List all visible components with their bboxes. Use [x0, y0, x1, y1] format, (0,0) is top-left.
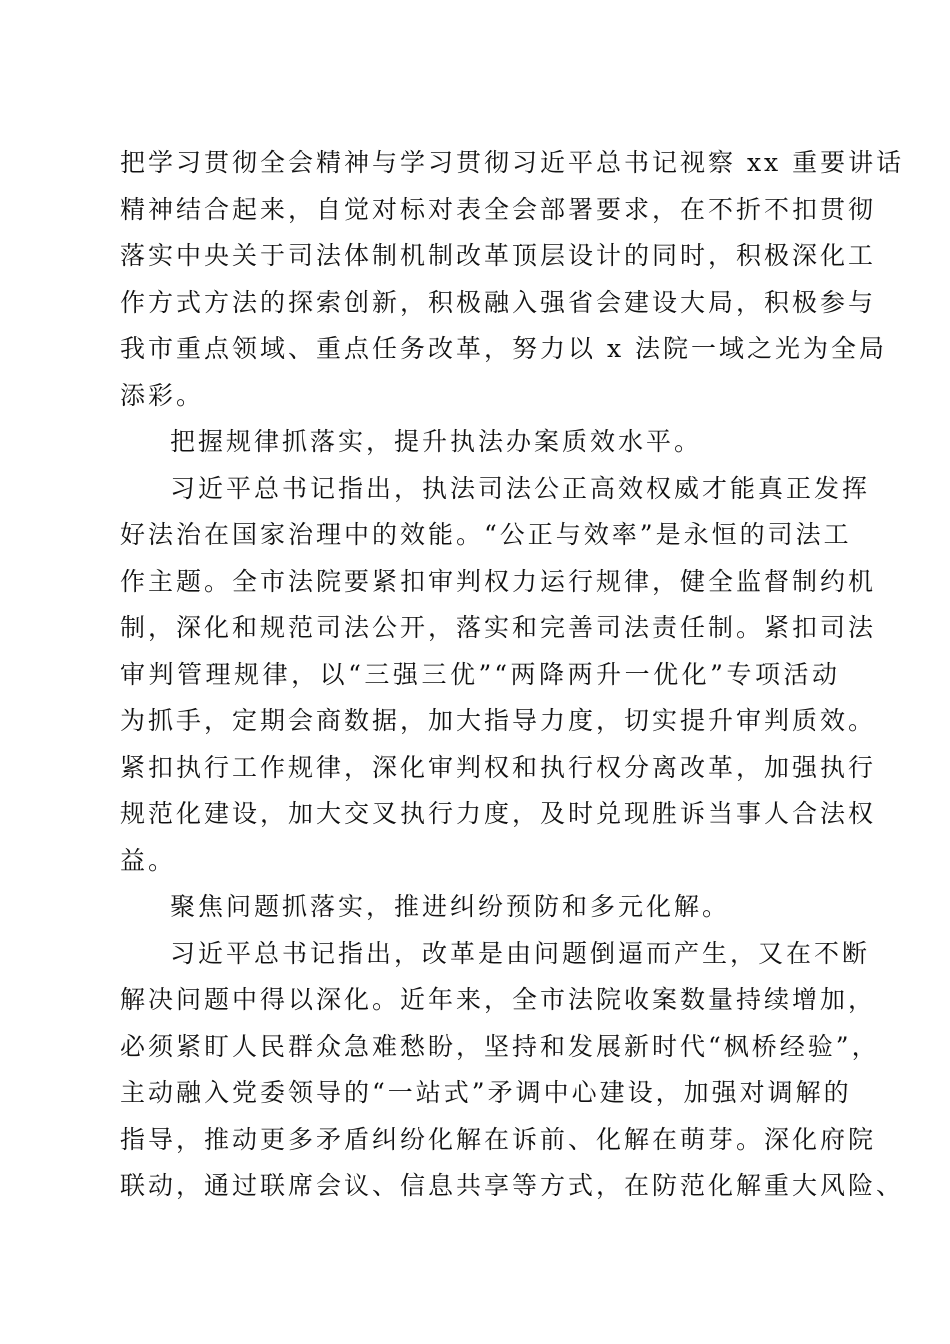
text-line: 把学习贯彻全会精神与学习贯彻习近平总书记视察 xx 重要讲话 — [120, 148, 905, 177]
text-line: 为抓手，定期会商数据，加大指导力度，切实提升审判质效。 — [120, 706, 877, 735]
text-line: 作方式方法的探索创新，积极融入强省会建设大局，积极参与 — [120, 287, 877, 317]
paragraph-body-problems — [120, 931, 905, 1210]
text-line: 好法治在国家治理中的效能。“公正与效率”是永恒的司法工 — [120, 520, 852, 549]
text-line: 益。 — [120, 845, 177, 875]
text-line: 添彩。 — [120, 380, 205, 410]
text-line: 落实中央关于司法体制机制改革顶层设计的同时，积极深化工 — [120, 241, 877, 270]
paragraph-body-rules — [120, 466, 877, 885]
text-line: 作主题。全市法院要紧扣审判权力运行规律，健全监督制约机 — [120, 566, 877, 596]
text-line: 紧扣执行工作规律，深化审判权和执行权分离改革，加强执行 — [120, 752, 877, 782]
text-line: 我市重点领域、重点任务改革，努力以 x 法院一域之光为全局 — [120, 334, 887, 363]
text-line: 制，深化和规范司法公开，落实和完善司法责任制。紧扣司法 — [120, 613, 877, 642]
text-line: 习近平总书记指出，执法司法公正高效权威才能真正发挥 — [170, 473, 871, 503]
document-body — [120, 140, 905, 1210]
text-line: 习近平总书记指出，改革是由问题倒逼而产生，又在不断 — [170, 938, 871, 968]
section-heading: 把握规律抓落实，提升执法办案质效水平。 — [170, 427, 703, 456]
section-heading: 聚焦问题抓落实，推进纠纷预防和多元化解。 — [170, 892, 731, 921]
text-line: 审判管理规律，以“三强三优”“两降两升一优化”专项活动 — [120, 659, 840, 689]
paragraph-heading-problems — [120, 884, 840, 931]
text-line: 规范化建设，加大交叉执行力度，及时兑现胜诉当事人合法权 — [120, 799, 877, 828]
text-line: 精神结合起来，自觉对标对表全会部署要求，在不折不扣贯彻 — [120, 194, 877, 224]
text-line: 主动融入党委领导的“一站式”矛调中心建设，加强对调解的 — [120, 1078, 852, 1107]
text-line: 解决问题中得以深化。近年来，全市法院收案数量持续增加， — [120, 985, 877, 1014]
paragraph-heading-rules — [120, 419, 840, 466]
text-line: 指导，推动更多矛盾纠纷化解在诉前、化解在萌芽。深化府院 — [120, 1124, 877, 1154]
text-line: 必须紧盯人民群众急难愁盼，坚持和发展新时代“枫桥经验”， — [120, 1031, 880, 1061]
paragraph-body-intro — [120, 140, 905, 419]
text-line: 联动，通过联席会议、信息共享等方式，在防范化解重大风险、 — [120, 1171, 905, 1200]
